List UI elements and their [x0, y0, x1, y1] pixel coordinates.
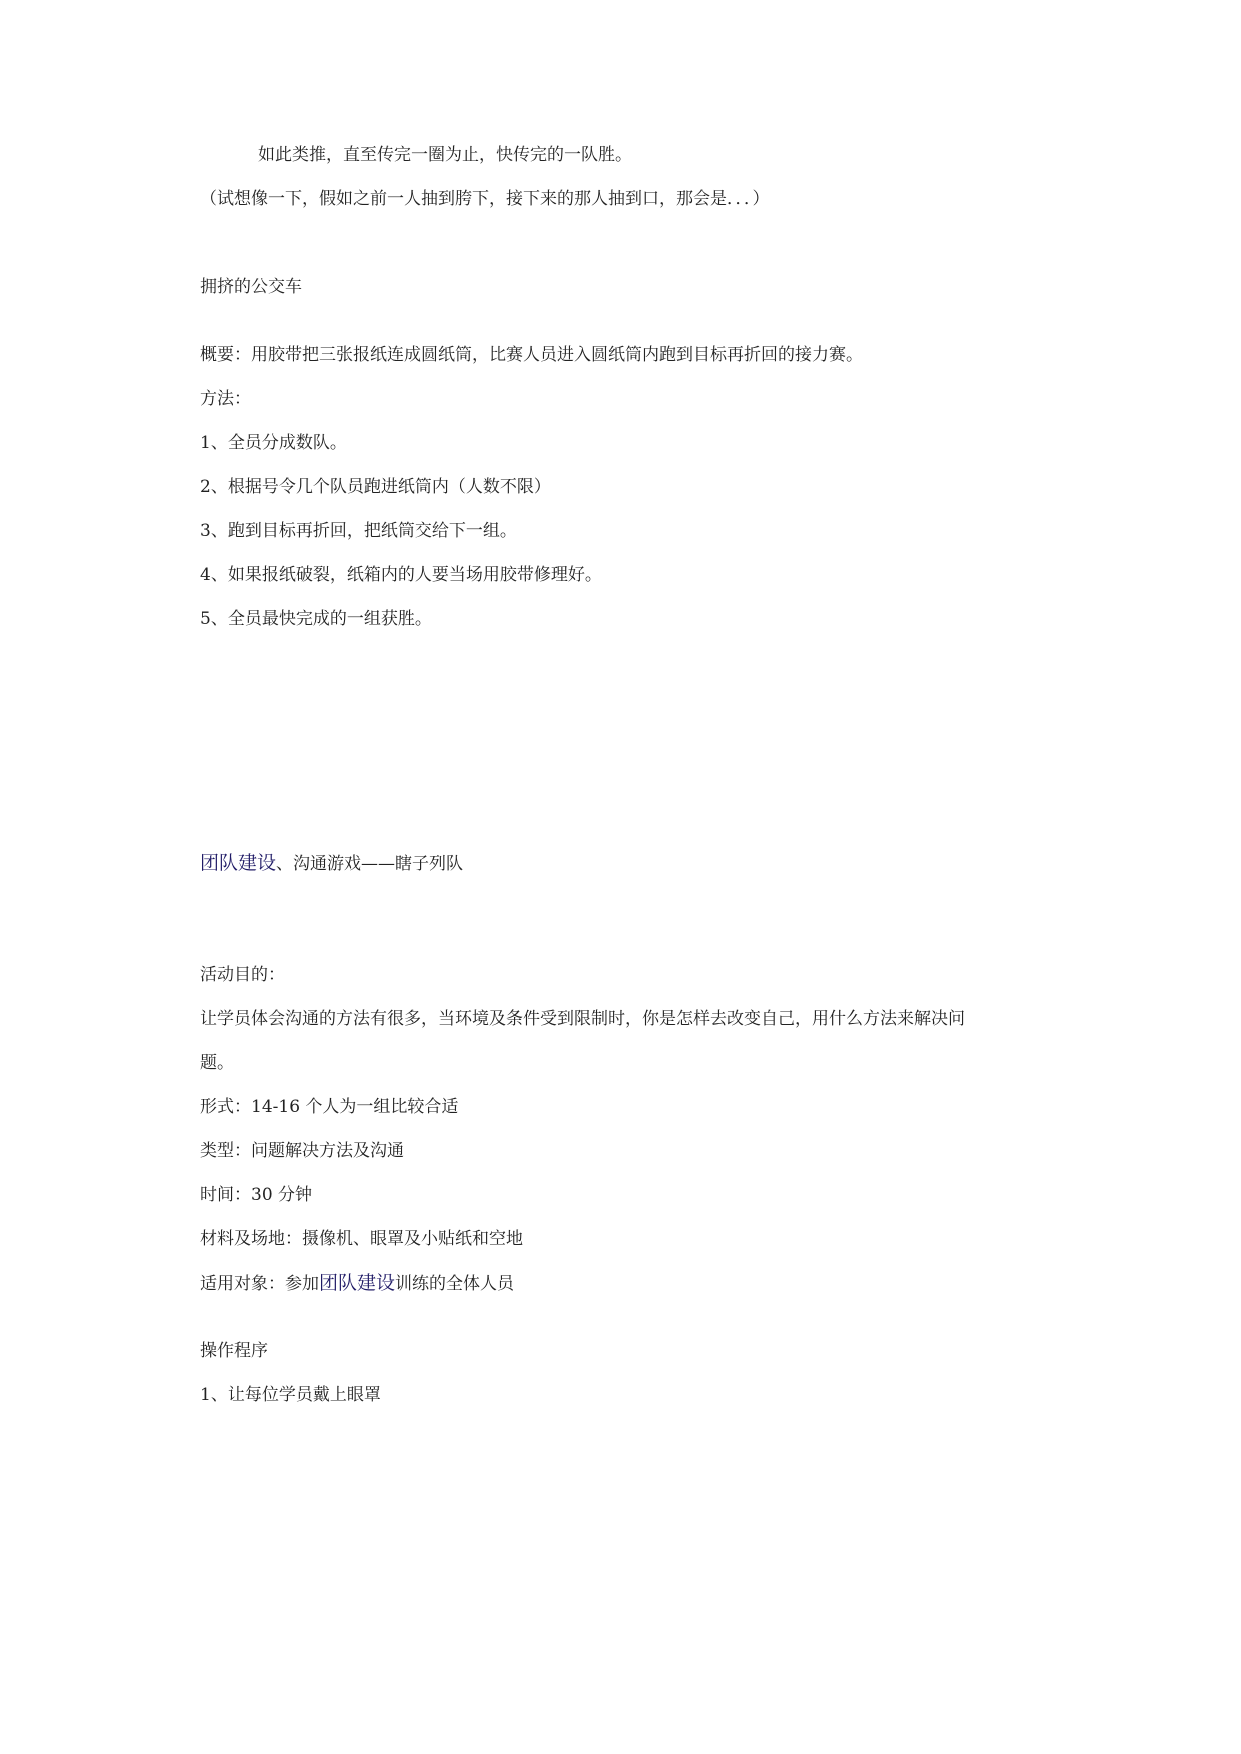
- game2-purpose-label: 活动目的：: [200, 965, 285, 985]
- game2-procedure-step: 1、让每位学员戴上眼罩: [200, 1385, 381, 1405]
- game2-type: 类型：问题解决方法及沟通: [200, 1141, 404, 1161]
- game1-step: 3、跑到目标再折回，把纸筒交给下一组。: [200, 521, 517, 541]
- game2-purpose-text: 让学员体会沟通的方法有很多，当环境及条件受到限制时，你是怎样去改变自己，用什么方法来解决问: [200, 1009, 965, 1029]
- game1-step: 1、全员分成数队。: [200, 433, 347, 453]
- game2-time: 时间：30 分钟: [200, 1185, 313, 1205]
- game1-step: 4、如果报纸破裂，纸箱内的人要当场用胶带修理好。: [200, 565, 602, 585]
- game1-summary: 概要：用胶带把三张报纸连成圆纸筒，比赛人员进入圆纸筒内跑到目标再折回的接力赛。: [200, 345, 863, 365]
- game1-method-label: 方法：: [200, 389, 251, 409]
- game1-title: 拥挤的公交车: [200, 277, 302, 297]
- game2-purpose-text-cont: 题。: [200, 1053, 234, 1073]
- game2-form: 形式：14-16 个人为一组比较合适: [200, 1097, 459, 1117]
- intro-line-1: 如此类推，直至传完一圈为止，快传完的一队胜。: [258, 145, 632, 165]
- intro-line-2: （试想像一下，假如之前一人抽到胯下，接下来的那人抽到口，那会是．．．）: [200, 189, 770, 209]
- team-building-link[interactable]: 团队建设: [319, 1272, 396, 1294]
- audience-suffix: 训练的全体人员: [395, 1274, 515, 1294]
- game2-materials: 材料及场地：摄像机、眼罩及小贴纸和空地: [200, 1229, 523, 1249]
- team-building-link[interactable]: 团队建设: [200, 852, 277, 874]
- game2-audience: [200, 1272, 514, 1295]
- game2-title-rest: 、沟通游戏——瞎子列队: [276, 854, 464, 874]
- audience-prefix: 适用对象：参加: [200, 1274, 319, 1294]
- game1-step: 2、根据号令几个队员跑进纸筒内（人数不限）: [200, 477, 551, 497]
- game2-procedure-label: 操作程序: [200, 1341, 268, 1361]
- game1-step: 5、全员最快完成的一组获胜。: [200, 609, 432, 629]
- game2-title: [200, 852, 463, 875]
